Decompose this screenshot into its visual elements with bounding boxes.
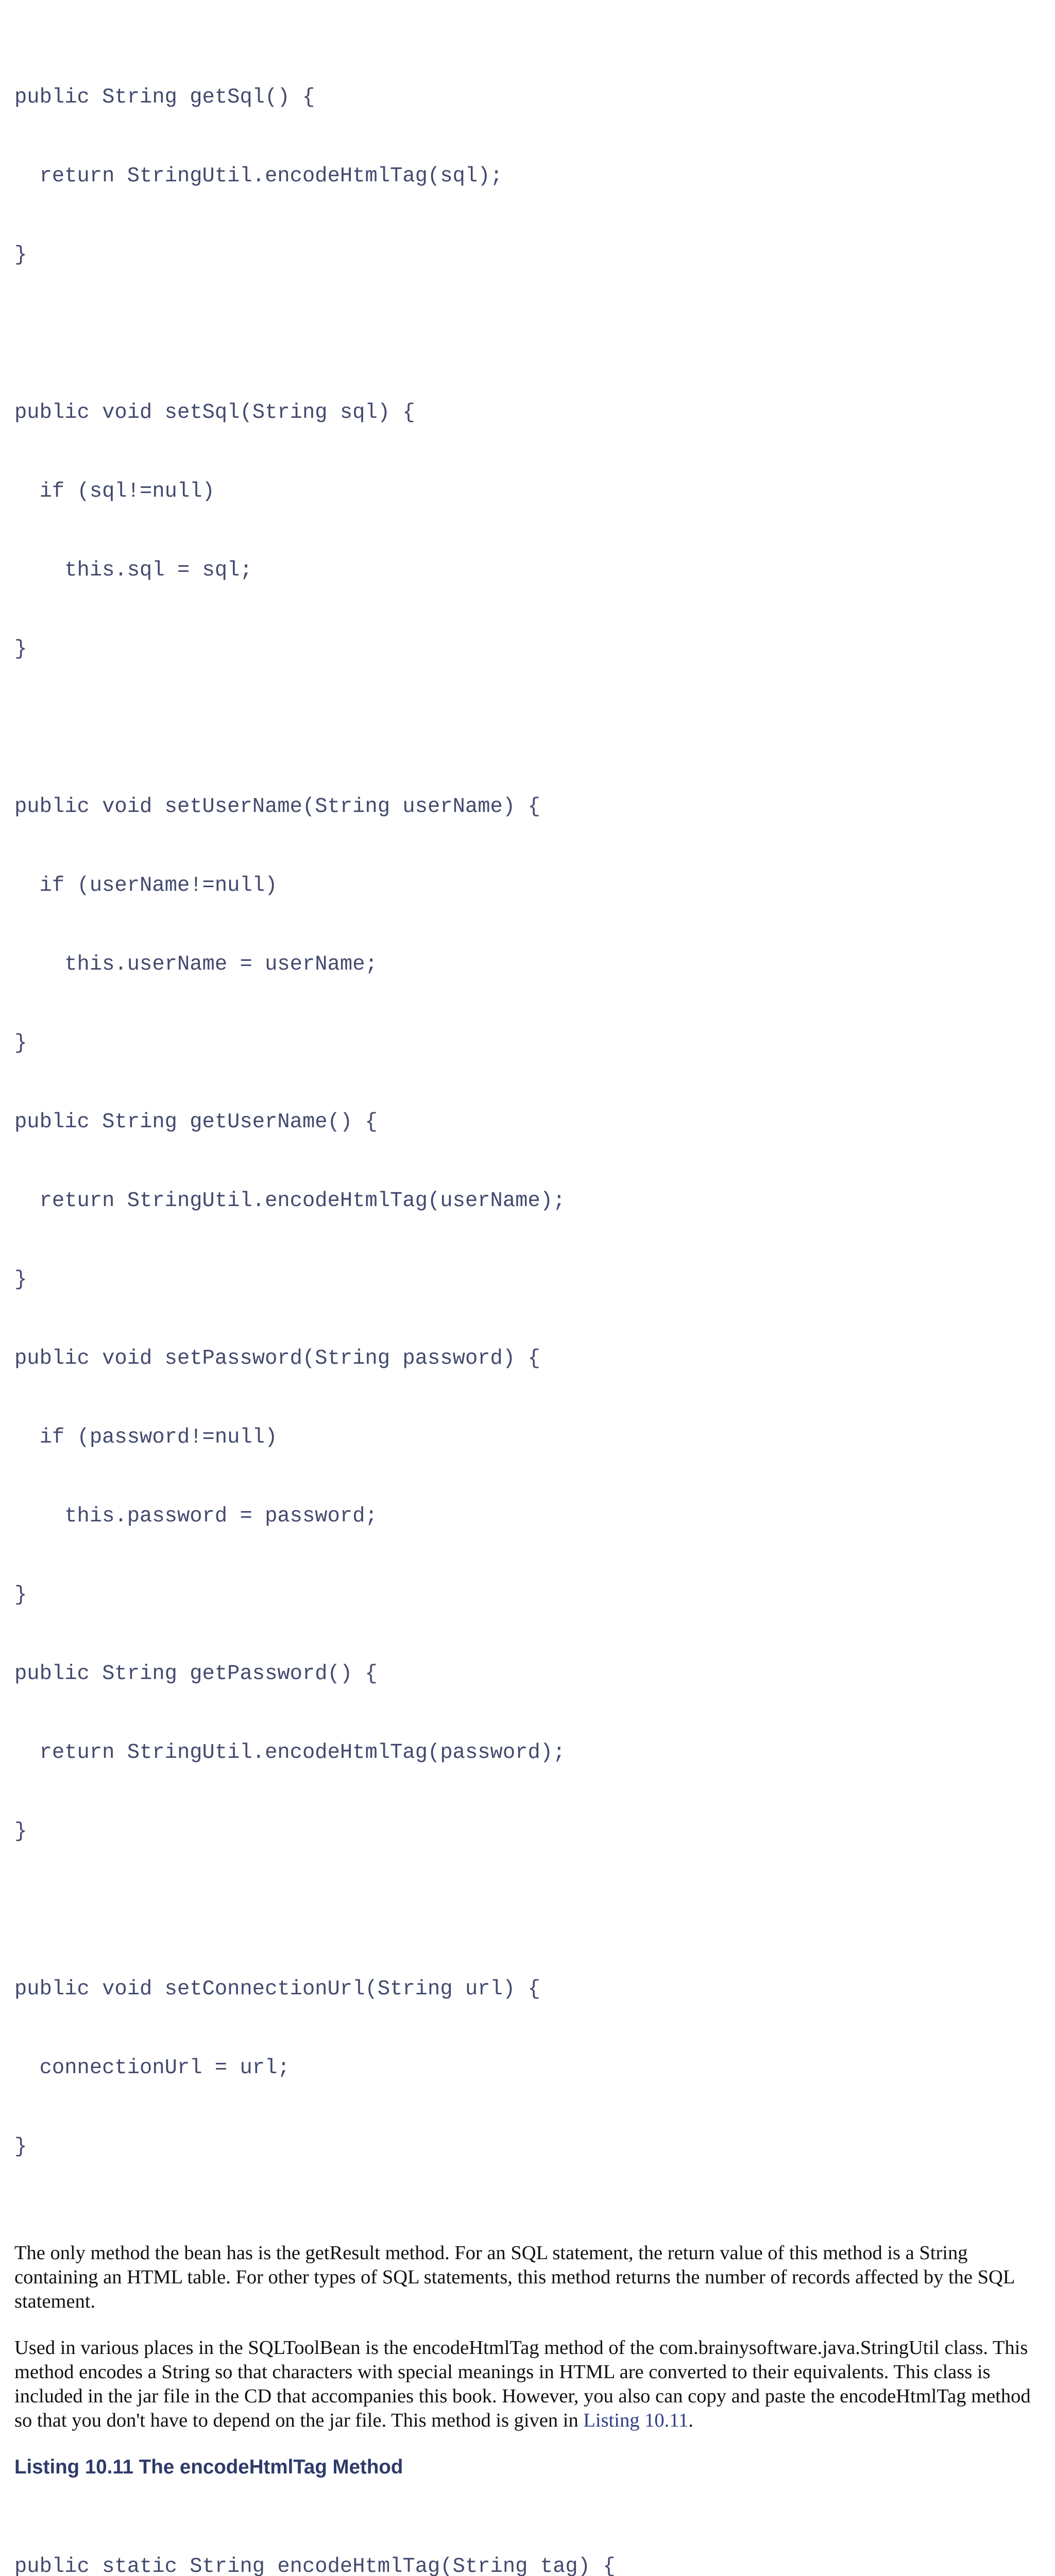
code-line: public String getPassword() { [14, 1662, 378, 1686]
paragraph-text: Used in various places in the SQLToolBean is the encodeHtmlTag method of the com.brainysoftware.java.StringUtil class. This method encodes a String so that characters with special meanings in HTML are converted to their equivalents. This class is included in the jar file in the CD that accompanies this book. However, you also can copy and paste the encodeHtmlTag method so that you don't have to depend on the jar file. This method is given in [14, 2337, 1031, 2431]
paragraph-end: . [688, 2410, 693, 2431]
code-line: public void setPassword(String password) { [14, 1347, 540, 1370]
paragraph [14, 2336, 1032, 2433]
code-line: public void setSql(String sql) { [14, 401, 415, 425]
spacer [14, 2433, 1040, 2455]
listing-link[interactable]: Listing 10.11 [583, 2410, 689, 2431]
code-line: } [14, 637, 27, 661]
code-line [14, 715, 1040, 741]
code-line: } [14, 2135, 27, 2159]
code-line: public void setUserName(String userName) { [14, 795, 540, 819]
code-line: return StringUtil.encodeHtmlTag(userName); [14, 1189, 566, 1213]
spacer [14, 2479, 1040, 2501]
code-line: if (sql!=null) [14, 480, 215, 503]
code-line: public void setConnectionUrl(String url) { [14, 1977, 540, 2001]
code-line: return StringUtil.encodeHtmlTag(sql); [14, 164, 503, 188]
code-line: return StringUtil.encodeHtmlTag(password); [14, 1741, 566, 1765]
code-line: } [14, 243, 27, 267]
code-line [14, 321, 1040, 347]
listing-heading: Listing 10.11 The encodeHtmlTag Method [14, 2456, 403, 2478]
code-line: public static String encodeHtmlTag(String tag) { [14, 2555, 616, 2576]
code-line: if (password!=null) [14, 1426, 278, 1449]
code-line: } [14, 1268, 27, 1292]
code-line: public String getUserName() { [14, 1110, 378, 1134]
code-line: public String getSql() { [14, 86, 315, 109]
code-line: this.password = password; [14, 1504, 378, 1528]
code-line: connectionUrl = url; [14, 2056, 290, 2080]
code-line: } [14, 1031, 27, 1055]
page-content [14, 32, 1040, 2576]
code-line: this.userName = userName; [14, 953, 378, 976]
code-line: } [14, 1820, 27, 1843]
code-block [14, 2501, 1040, 2576]
code-line: } [14, 1583, 27, 1607]
code-block [14, 32, 1040, 2213]
code-line: this.sql = sql; [14, 558, 252, 582]
code-line [14, 1897, 1040, 1924]
spacer [14, 2213, 1040, 2241]
spacer [14, 2314, 1040, 2336]
code-line: if (userName!=null) [14, 874, 278, 897]
paragraph: The only method the bean has is the getResult method. For an SQL statement, the return value of this method is a String containing an HTML table. For other types of SQL statements, this method returns the number of records affected by the SQL statement. [14, 2242, 1014, 2312]
